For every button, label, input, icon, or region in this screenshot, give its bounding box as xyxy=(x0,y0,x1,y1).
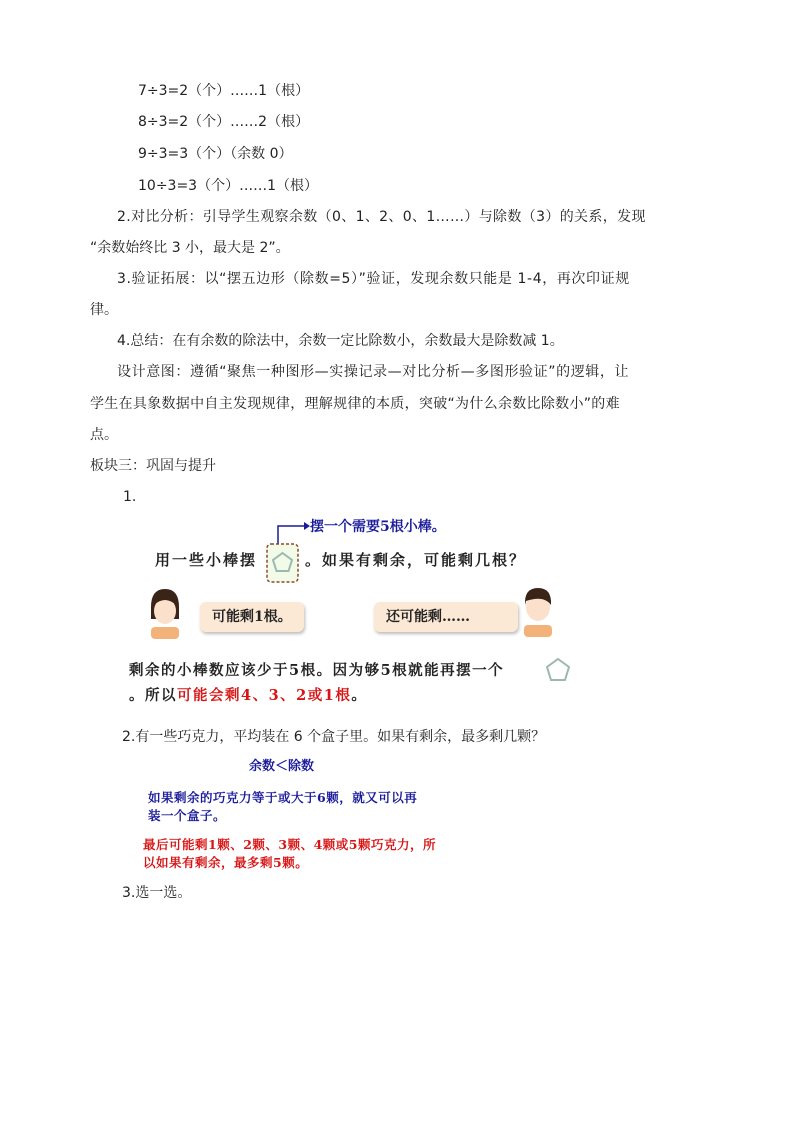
answer-line xyxy=(129,684,367,705)
question-2: 2.有一些巧克力，平均装在 6 个盒子里。如果有剩余，最多剩几颗？ xyxy=(122,729,546,745)
paragraph-line: 3.验证拓展：以“摆五边形（除数=5）”验证，发现余数只能是 1-4，再次印证规 xyxy=(117,271,630,287)
paragraph-line: 2.对比分析：引导学生观察余数（0、1、2、0、1……）与除数（3）的关系，发现 xyxy=(117,209,646,225)
speech-bubble-boy: 还可能剩…… xyxy=(374,602,518,632)
answer-text: 。所以 xyxy=(129,687,177,704)
figure-note: 摆一个需要5根小棒。 xyxy=(310,519,446,535)
paragraph-line: 设计意图：遵循“聚焦一种图形—实操记录—对比分析—多图形验证”的逻辑，让 xyxy=(117,364,630,380)
rule-text: 余数＜除数 xyxy=(249,759,315,774)
paragraph-line: 点。 xyxy=(90,427,118,443)
equation-line: 10÷3=3（个）……1（根） xyxy=(138,178,318,194)
answer-line: 最后可能剩1颗、2颗、3颗、4颗或5颗巧克力，所 xyxy=(143,837,436,852)
pentagon-icon xyxy=(545,657,571,683)
paragraph-line: 律。 xyxy=(90,302,118,318)
pentagon-icon xyxy=(265,542,300,584)
paragraph-line: 学生在具象数据中自主发现规律，理解规律的本质，突破“为什么余数比除数小”的难 xyxy=(90,396,620,412)
equation-line: 8÷3=2（个）……2（根） xyxy=(138,114,310,130)
answer-text: 。 xyxy=(351,687,368,704)
equation-line: 7÷3=2（个）……1（根） xyxy=(138,83,310,99)
speech-bubble-girl: 可能剩1根。 xyxy=(200,602,304,632)
answer-highlight: 可能会剩4、3、2或1根 xyxy=(177,687,352,704)
figure-question: 。如果有剩余，可能剩几根？ xyxy=(305,551,527,569)
equation-line: 9÷3=3（个）（余数 0） xyxy=(138,146,293,162)
explanation-line: 装一个盒子。 xyxy=(148,808,227,823)
girl-avatar-icon xyxy=(147,587,183,639)
section-heading: 板块三：巩固与提升 xyxy=(90,458,216,474)
answer-line: 剩余的小棒数应该少于5根。因为够5根就能再摆一个 xyxy=(129,662,505,679)
question-3: 3.选一选。 xyxy=(122,885,192,901)
explanation-line: 如果剩余的巧克力等于或大于6颗，就又可以再 xyxy=(148,790,418,805)
paragraph-line: “余数始终比 3 小，最大是 2”。 xyxy=(90,240,290,256)
paragraph-line: 4.总结：在有余数的除法中，余数一定比除数小，余数最大是除数减 1。 xyxy=(117,333,564,349)
figure-question: 用一些小棒摆 xyxy=(155,551,258,569)
answer-line: 以如果有剩余，最多剩5颗。 xyxy=(143,855,309,870)
question-number: 1. xyxy=(123,489,137,505)
boy-avatar-icon xyxy=(518,585,556,637)
